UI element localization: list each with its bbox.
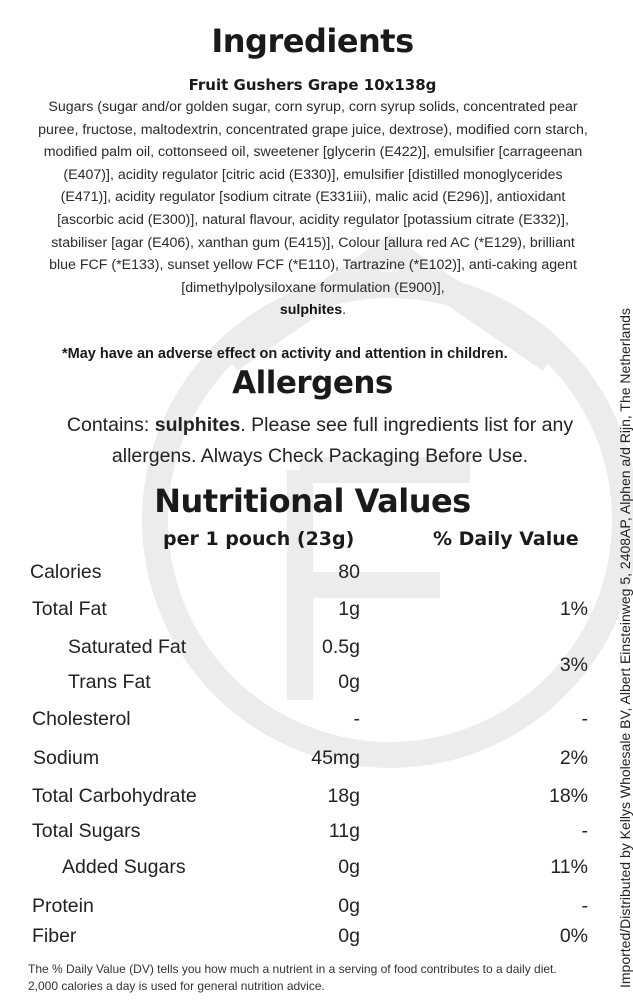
nutrient-amount: - xyxy=(353,708,360,730)
nutrient-row-cholesterol xyxy=(0,708,600,738)
nutrient-name: Cholesterol xyxy=(32,708,131,730)
product-name: Fruit Gushers Grape 10x138g xyxy=(188,76,437,94)
nutrient-dv: - xyxy=(581,708,588,730)
nutrient-amount: 0g xyxy=(338,856,360,878)
nutrient-name: Total Sugars xyxy=(32,820,141,842)
nutrient-name: Added Sugars xyxy=(62,856,186,878)
amount-column-header: per 1 pouch (23g) xyxy=(163,528,355,550)
nutrient-row-total-sugars xyxy=(0,820,600,850)
allergens-heading: Allergens xyxy=(232,365,393,401)
nutrient-row-added-sugars xyxy=(0,856,600,886)
ingredients-heading: Ingredients xyxy=(211,22,414,60)
nutrient-name: Trans Fat xyxy=(68,671,151,693)
nutrient-name: Fiber xyxy=(32,925,77,947)
ingredients-text xyxy=(38,96,588,322)
dv-column-header: % Daily Value xyxy=(433,528,579,550)
nutrient-dv: 2% xyxy=(559,747,588,769)
nutrient-amount: 0g xyxy=(338,895,360,917)
nutrient-row-protein xyxy=(0,895,600,925)
nutrient-name: Total Fat xyxy=(32,598,107,620)
nutrient-amount: 80 xyxy=(338,561,360,583)
nutrient-name: Protein xyxy=(32,895,94,917)
nutrient-dv: 18% xyxy=(548,785,588,807)
allergens-word: sulphites xyxy=(154,414,241,436)
nutrient-amount: 0g xyxy=(338,925,360,947)
nutrient-row-trans-fat xyxy=(0,671,600,701)
daily-value-footnote: The % Daily Value (DV) tells you how much a nutrient in a serving of food contributes to a daily diet. 2,000 calories a day is used for general nutrition advice. xyxy=(28,962,557,993)
nutrient-dv: 1% xyxy=(559,598,588,620)
nutrient-amount: 18g xyxy=(327,785,360,807)
nutrition-heading: Nutritional Values xyxy=(154,482,471,520)
ingredients-allergen: sulphites xyxy=(279,302,343,319)
nutrient-row-calories xyxy=(0,561,600,591)
nutrient-dv: - xyxy=(581,820,588,842)
nutrient-dv: 11% xyxy=(550,856,588,878)
nutrient-amount: 0g xyxy=(338,671,360,693)
allergens-text xyxy=(40,410,600,472)
nutrient-row-fiber xyxy=(0,925,600,955)
nutrient-name: Total Carbohydrate xyxy=(32,785,197,807)
nutrient-name: Calories xyxy=(30,561,102,583)
nutrient-amount: 1g xyxy=(338,598,360,620)
nutrient-row-total-fat xyxy=(0,598,600,628)
ingredients-list: Sugars (sugar and/or golden sugar, corn syrup, corn syrup solids, concentrated pear puree, fructose, maltodextrin, concentrated grape juice, dextrose), modified corn starch, modified palm oil, cottonseed oil, sweetener [glycerin (E422)], emulsifier [carrageenan (E407)], acidity regulator [citric acid (E330)], emulsifier [distilled monoglycerides (E471)], acidity regulator [sodium citrate (E331iii), malic acid (E296)], antioxidant [ascorbic acid (E300)], natural flavour, acidity regulator [potassium citrate (E332)], stabiliser [agar (E406), xanthan gum (E415)], Colour [allura red AC (*E129), brilliant blue FCF (*E133), sunset yellow FCF (*E110), Tartrazine (*E102)], anti-caking agent [dimethylpolysiloxane formulation (E900)], xyxy=(38,99,588,296)
nutrient-amount: 11g xyxy=(328,820,360,842)
nutrient-amount: 0.5g xyxy=(322,636,360,658)
nutrient-row-total-carbohydrate xyxy=(0,785,600,815)
nutrient-amount: 45mg xyxy=(311,747,360,769)
additive-warning: *May have an adverse effect on activity and attention in children. xyxy=(62,346,508,362)
nutrient-name: Saturated Fat xyxy=(68,636,187,658)
ingredients-end: . xyxy=(342,302,347,319)
nutrient-dv: - xyxy=(581,895,588,917)
allergens-prefix: Contains: xyxy=(66,414,155,436)
fats-combined-dv: 3% xyxy=(559,654,588,676)
nutrient-row-sodium xyxy=(0,747,600,777)
nutrient-dv: 0% xyxy=(559,925,588,947)
importer-address: Imported/Distributed by Kellys Wholesale BV, Albert Einsteinweg 5, 2408AP, Alphen a/d Rijn, The Netherlands xyxy=(617,308,633,988)
nutrient-name: Sodium xyxy=(33,747,100,769)
allergens-suffix: . Please see full ingredients list for any allergens. Always Check Packaging Before Use. xyxy=(111,414,574,467)
